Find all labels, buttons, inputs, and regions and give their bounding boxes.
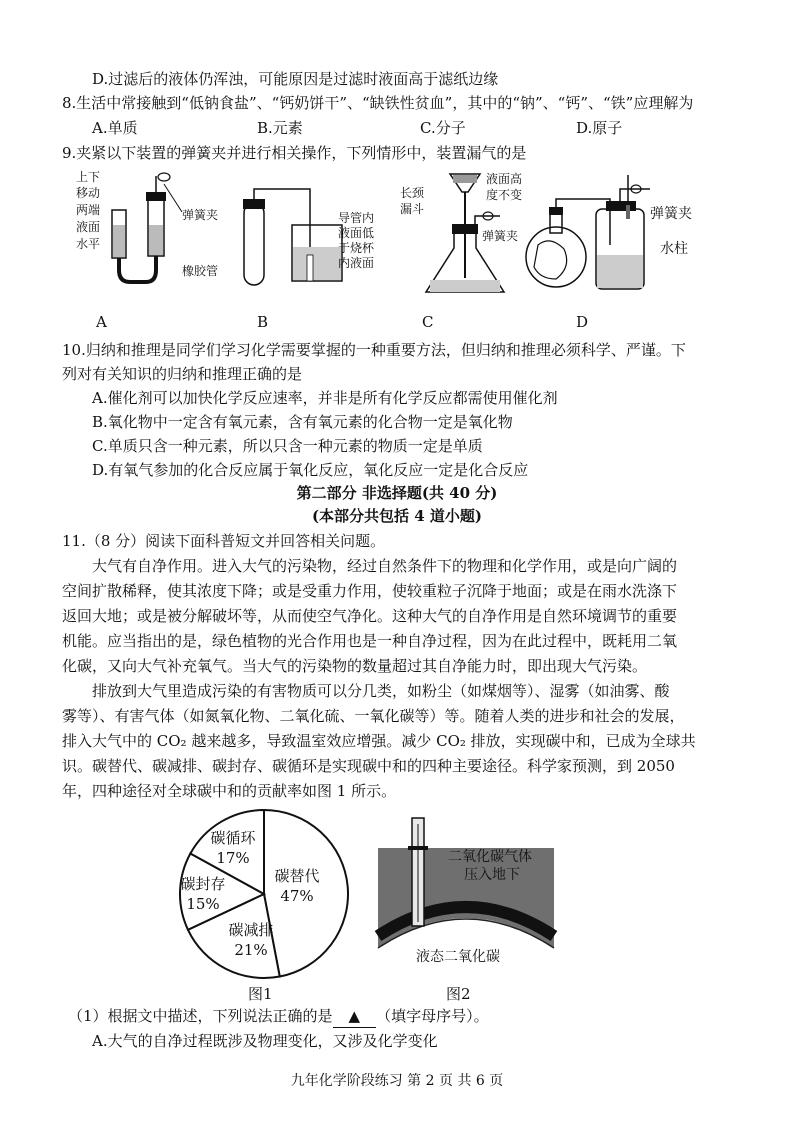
q11-p1-line: 大气有自净作用。进入大气的污染物，经过自然条件下的物理和化学作用，或是向广阔的 xyxy=(92,557,678,575)
q11-p1-line: 化碳，又向大气补充氧气。当大气的污染物的数量超过其自净能力时，即出现大气污染。 xyxy=(62,657,648,675)
q8-stem: 8.生活中常接触到“低钠食盐”、“钙奶饼干”、“缺铁性贫血”，其中的“钠”、“钙”、“铁”应理解为 xyxy=(62,94,694,112)
q8-option-b: B.元素 xyxy=(257,119,303,137)
q8-option-d: D.原子 xyxy=(576,119,623,137)
page-footer: 九年化学阶段练习 第 2 页 共 6 页 xyxy=(290,1073,504,1089)
apparatus-a-text: 上下 xyxy=(76,170,101,184)
q11-sub1 xyxy=(68,1005,489,1028)
q11-p1-line: 空间扩散稀释，使其浓度下降；或是受重力作用，使较重粒子沉降于地面；或是在雨水洗涤下 xyxy=(62,582,678,600)
apparatus-c-level-label: 液面高 xyxy=(486,172,523,186)
pie-category-label: 碳循环 xyxy=(210,829,256,847)
apparatus-a-tube-label: 橡胶管 xyxy=(182,264,219,278)
apparatus-a-label: A xyxy=(96,313,107,331)
q7-option-d: D.过滤后的液体仍浑浊，可能原因是过滤时液面高于滤纸边缘 xyxy=(92,70,499,88)
q9-stem: 9.夹紧以下装置的弹簧夹并进行相关操作，下列情形中，装置漏气的是 xyxy=(62,144,527,162)
answer-blank[interactable]: ▲ xyxy=(333,1005,377,1028)
q10-stem-line2: 列对有关知识的归纳和推理正确的是 xyxy=(62,365,303,383)
part2-title: 第二部分 非选择题(共 40 分) xyxy=(296,484,498,502)
apparatus-c-label: C xyxy=(422,313,434,331)
q11-sub1-hint: （填字母序号）。 xyxy=(376,1007,489,1025)
apparatus-d-label: D xyxy=(576,313,589,331)
pie-label-carbon-cycle xyxy=(198,828,268,868)
apparatus-c-clip-label: 弹簧夹 xyxy=(482,229,519,243)
apparatus-d-drawing xyxy=(520,175,650,295)
figure-2-caption: 图2 xyxy=(446,985,471,1003)
q10-option-d: D.有氧气参加的化合反应属于氧化反应，氧化反应一定是化合反应 xyxy=(92,461,529,479)
figure-1-caption: 图1 xyxy=(248,985,273,1003)
apparatus-b-label: B xyxy=(257,313,269,331)
apparatus-c-level-label: 度不变 xyxy=(486,188,523,202)
apparatus-a-text: 移动 xyxy=(76,186,101,200)
q11-p1-line: 返回大地；或是被分解破坏等，从而使空气净化。这种大气的自净作用是自然环境调节的重要 xyxy=(62,607,678,625)
apparatus-c-funnel-label: 漏斗 xyxy=(400,202,425,216)
pie-value-label: 17% xyxy=(216,849,250,867)
figure-2-bottom-label: 液态二氧化碳 xyxy=(416,949,500,965)
apparatus-a-clip-label: 弹簧夹 xyxy=(182,208,219,222)
apparatus-a-text: 两端 xyxy=(76,203,101,217)
apparatus-c-funnel-label: 长颈 xyxy=(400,186,425,200)
pie-label-carbon-storage xyxy=(168,874,238,914)
apparatus-b-text: 内液面 xyxy=(338,256,375,270)
apparatus-a-text: 液面 xyxy=(76,220,101,234)
q11-p1-line: 机能。应当指出的是，绿色植物的光合作用也是一种自净过程，因为在此过程中，既耗用二氧 xyxy=(62,632,678,650)
q11-stem: 11.（8 分）阅读下面科普短文并回答相关问题。 xyxy=(62,532,386,550)
pie-value-label: 47% xyxy=(280,887,314,905)
pie-label-carbon-substitution xyxy=(262,866,332,906)
pie-category-label: 碳替代 xyxy=(274,867,320,885)
q11-p2-line: 年，四种途径对全球碳中和的贡献率如图 1 所示。 xyxy=(62,782,397,800)
q11-sub1-stem: （1）根据文中描述，下列说法正确的是 xyxy=(68,1007,333,1025)
q11-p2-line: 识。碳替代、碳减排、碳封存、碳循环是实现碳中和的四种主要途径。科学家预测，到 2050 xyxy=(62,757,675,775)
pie-value-label: 15% xyxy=(186,895,220,913)
apparatus-b-text: 导管内 xyxy=(338,211,375,225)
apparatus-b-text: 于烧杯 xyxy=(338,241,375,255)
apparatus-b-drawing xyxy=(240,185,360,295)
pie-category-label: 碳封存 xyxy=(180,875,226,893)
part2-subtitle: (本部分共包括 4 道小题) xyxy=(311,507,483,525)
pie-label-carbon-reduction xyxy=(216,920,286,960)
pie-category-label: 碳减排 xyxy=(228,921,274,939)
q11-p2-line: 排入大气中的 CO₂ 越来越多，导致温室效应增强。减少 CO₂ 排放，实现碳中和，已成为全球共 xyxy=(62,732,696,750)
figure-2-top-label: 压入地下 xyxy=(464,867,520,883)
apparatus-a-text: 水平 xyxy=(76,237,101,251)
apparatus-a-drawing xyxy=(108,170,188,290)
apparatus-c-drawing xyxy=(420,168,523,298)
q11-p2-line: 雾等）、有害气体（如氮氧化物、二氧化硫、一氧化碳等）等。随着人类的进步和社会的发展， xyxy=(62,707,685,725)
q10-option-a: A.催化剂可以加快化学反应速率，并非是所有化学反应都需使用催化剂 xyxy=(92,389,558,407)
q11-p2-line: 排放到大气里造成污染的有害物质可以分几类，如粉尘（如煤烟等）、湿雾（如油雾、酸 xyxy=(92,682,670,700)
figure-2-top-label: 二氧化碳气体 xyxy=(448,849,532,865)
q8-option-a: A.单质 xyxy=(92,119,138,137)
q10-stem-line1: 10.归纳和推理是同学们学习化学需要掌握的一种重要方法，但归纳和推理必须科学、严谨。下 xyxy=(62,341,686,359)
apparatus-d-water-label: 水柱 xyxy=(660,241,688,257)
q10-option-b: B.氧化物中一定含有氧元素，含有氧元素的化合物一定是氧化物 xyxy=(92,413,513,431)
q8-option-c: C.分子 xyxy=(420,119,466,137)
q11-sub1-option-a: A.大气的自净过程既涉及物理变化，又涉及化学变化 xyxy=(92,1032,438,1050)
apparatus-d-clip-label: 弹簧夹 xyxy=(650,206,692,222)
apparatus-b-text: 液面低 xyxy=(338,226,375,240)
q10-option-c: C.单质只含一种元素，所以只含一种元素的物质一定是单质 xyxy=(92,437,483,455)
pie-value-label: 21% xyxy=(234,941,268,959)
